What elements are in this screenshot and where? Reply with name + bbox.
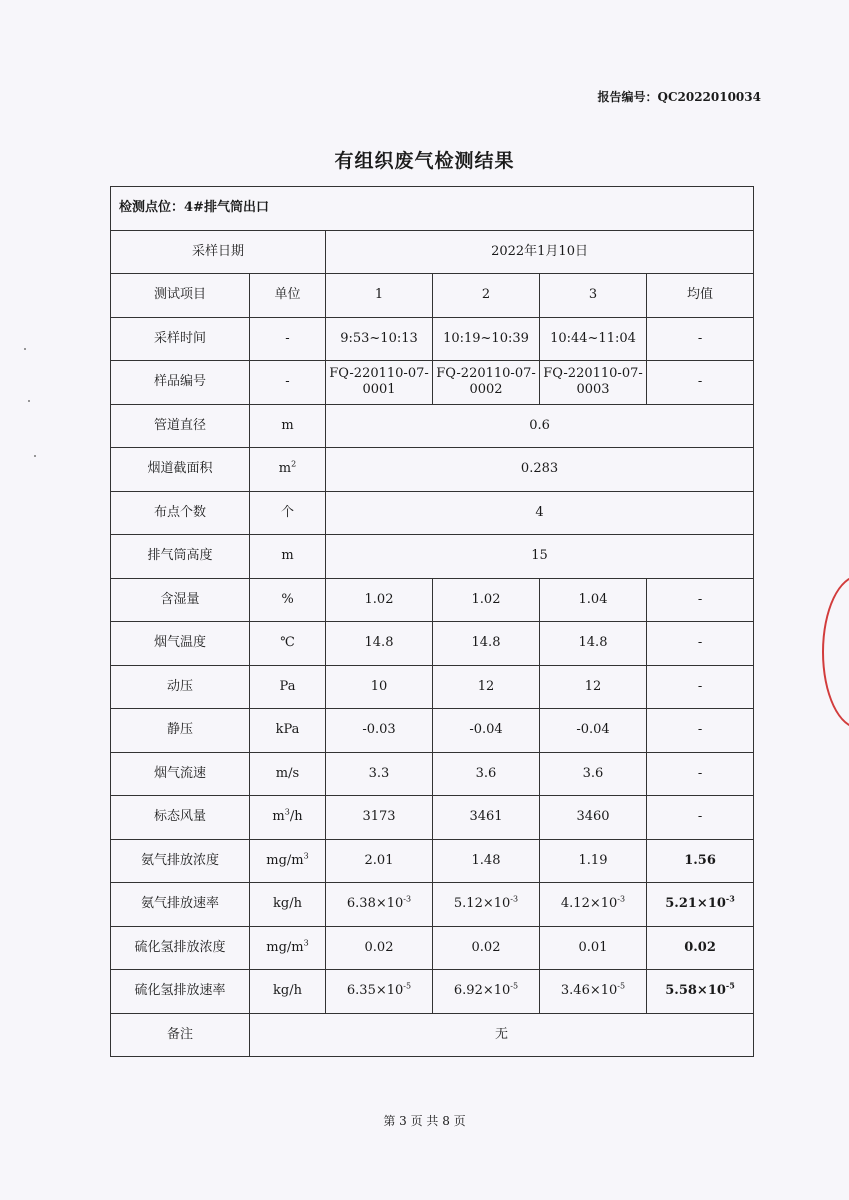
value-cell: 14.8 bbox=[326, 622, 433, 666]
value-cell: - bbox=[647, 709, 754, 753]
row-label: 氨气排放速率 bbox=[111, 883, 250, 927]
column-header: 测试项目 bbox=[111, 274, 250, 318]
row-label: 排气筒高度 bbox=[111, 535, 250, 579]
table-header-row bbox=[111, 274, 754, 318]
value-cell: 1.19 bbox=[540, 839, 647, 883]
value-cell: 10:44~11:04 bbox=[540, 317, 647, 361]
value-cell: - bbox=[647, 361, 754, 405]
value-cell: 10 bbox=[326, 665, 433, 709]
table-row bbox=[111, 578, 754, 622]
row-label: 烟气流速 bbox=[111, 752, 250, 796]
value-cell: $6.92\times 10^{-5}$ bbox=[433, 970, 540, 1014]
value-cell: FQ-220110-07-0002 bbox=[433, 361, 540, 405]
column-header: 均值 bbox=[647, 274, 754, 318]
value-cell: 1.02 bbox=[326, 578, 433, 622]
value-cell: -0.04 bbox=[433, 709, 540, 753]
scan-speck bbox=[34, 455, 36, 457]
unit-cell: 个 bbox=[250, 491, 326, 535]
table-row bbox=[111, 796, 754, 840]
table-row bbox=[111, 883, 754, 927]
value-cell: $4.12\times 10^{-3}$ bbox=[540, 883, 647, 927]
table-row bbox=[111, 230, 754, 274]
value-cell: FQ-220110-07-0001 bbox=[326, 361, 433, 405]
value-cell: -0.04 bbox=[540, 709, 647, 753]
unit-cell: kPa bbox=[250, 709, 326, 753]
average-cell: $5.58\times 10^{-5}$ bbox=[647, 970, 754, 1014]
unit-cell: $mg/m^3$ bbox=[250, 839, 326, 883]
table-row bbox=[111, 970, 754, 1014]
page-title: 有组织废气检测结果 bbox=[334, 150, 515, 172]
value-cell: -0.03 bbox=[326, 709, 433, 753]
value-cell: 10:19~10:39 bbox=[433, 317, 540, 361]
row-label: 静压 bbox=[111, 709, 250, 753]
value-cell: - bbox=[647, 752, 754, 796]
value-cell: 3460 bbox=[540, 796, 647, 840]
value-cell: 1.04 bbox=[540, 578, 647, 622]
row-label: 布点个数 bbox=[111, 491, 250, 535]
unit-cell: kg/h bbox=[250, 970, 326, 1014]
value-cell: 0.283 bbox=[326, 448, 754, 492]
row-label: 管道直径 bbox=[111, 404, 250, 448]
value-cell: 9:53~10:13 bbox=[326, 317, 433, 361]
table-row bbox=[111, 404, 754, 448]
table-row bbox=[111, 622, 754, 666]
sampling-date: 2022年1月10日 bbox=[326, 230, 754, 274]
value-cell: 15 bbox=[326, 535, 754, 579]
unit-cell: $m^3/h$ bbox=[250, 796, 326, 840]
value-cell: - bbox=[647, 317, 754, 361]
unit-cell: $m^2$ bbox=[250, 448, 326, 492]
value-cell: - bbox=[647, 622, 754, 666]
table-row bbox=[111, 448, 754, 492]
value-cell: - bbox=[647, 578, 754, 622]
result-table bbox=[110, 186, 754, 1057]
row-label: 硫化氢排放速率 bbox=[111, 970, 250, 1014]
column-header: 2 bbox=[433, 274, 540, 318]
report-number: 报告编号：QC2022010034 bbox=[597, 90, 761, 104]
unit-cell: % bbox=[250, 578, 326, 622]
value-cell: $6.35\times 10^{-5}$ bbox=[326, 970, 433, 1014]
table-row bbox=[111, 491, 754, 535]
table-row bbox=[111, 535, 754, 579]
column-header: 1 bbox=[326, 274, 433, 318]
value-cell: - bbox=[647, 665, 754, 709]
average-cell: $5.21\times 10^{-3}$ bbox=[647, 883, 754, 927]
value-cell: $6.38\times 10^{-3}$ bbox=[326, 883, 433, 927]
value-cell: 0.02 bbox=[326, 926, 433, 970]
value-cell: 2.01 bbox=[326, 839, 433, 883]
row-label: 样品编号 bbox=[111, 361, 250, 405]
column-header: 单位 bbox=[250, 274, 326, 318]
value-cell: 0.6 bbox=[326, 404, 754, 448]
scan-speck bbox=[24, 348, 26, 350]
column-header: 3 bbox=[540, 274, 647, 318]
value-cell: 0.01 bbox=[540, 926, 647, 970]
value-cell: FQ-220110-07-0003 bbox=[540, 361, 647, 405]
page-number: 第 3 页 共 8 页 bbox=[383, 1114, 466, 1128]
table-row bbox=[111, 317, 754, 361]
table-row bbox=[111, 361, 754, 405]
row-label: 硫化氢排放浓度 bbox=[111, 926, 250, 970]
value-cell: 12 bbox=[433, 665, 540, 709]
value-cell: $3.46\times 10^{-5}$ bbox=[540, 970, 647, 1014]
row-label: 含湿量 bbox=[111, 578, 250, 622]
value-cell: 12 bbox=[540, 665, 647, 709]
average-cell: 0.02 bbox=[647, 926, 754, 970]
table-row bbox=[111, 709, 754, 753]
unit-cell: - bbox=[250, 317, 326, 361]
unit-cell: m/s bbox=[250, 752, 326, 796]
unit-cell: ℃ bbox=[250, 622, 326, 666]
value-cell: 3173 bbox=[326, 796, 433, 840]
unit-cell: kg/h bbox=[250, 883, 326, 927]
value-cell: 14.8 bbox=[433, 622, 540, 666]
row-label: 动压 bbox=[111, 665, 250, 709]
value-cell: 3.6 bbox=[540, 752, 647, 796]
row-label: 标态风量 bbox=[111, 796, 250, 840]
unit-cell: m bbox=[250, 535, 326, 579]
unit-cell: $mg/m^3$ bbox=[250, 926, 326, 970]
row-label: 烟气温度 bbox=[111, 622, 250, 666]
value-cell: - bbox=[647, 796, 754, 840]
unit-cell: m bbox=[250, 404, 326, 448]
sampling-point: 检测点位：4#排气筒出口 bbox=[111, 187, 754, 231]
table-row bbox=[111, 1013, 754, 1057]
row-label: 采样日期 bbox=[111, 230, 326, 274]
value-cell: 3.3 bbox=[326, 752, 433, 796]
value-cell: 1.02 bbox=[433, 578, 540, 622]
unit-cell: - bbox=[250, 361, 326, 405]
table-row bbox=[111, 187, 754, 231]
table-row bbox=[111, 839, 754, 883]
row-label: 采样时间 bbox=[111, 317, 250, 361]
value-cell: 0.02 bbox=[433, 926, 540, 970]
red-seal-stamp bbox=[822, 575, 849, 729]
table-row bbox=[111, 665, 754, 709]
value-cell: 4 bbox=[326, 491, 754, 535]
value-cell: 1.48 bbox=[433, 839, 540, 883]
row-label: 备注 bbox=[111, 1013, 250, 1057]
value-cell: 3.6 bbox=[433, 752, 540, 796]
value-cell: $5.12\times 10^{-3}$ bbox=[433, 883, 540, 927]
remarks-value: 无 bbox=[250, 1013, 754, 1057]
table-row bbox=[111, 926, 754, 970]
value-cell: 3461 bbox=[433, 796, 540, 840]
value-cell: 14.8 bbox=[540, 622, 647, 666]
average-cell: 1.56 bbox=[647, 839, 754, 883]
scan-speck bbox=[28, 400, 30, 402]
row-label: 氨气排放浓度 bbox=[111, 839, 250, 883]
row-label: 烟道截面积 bbox=[111, 448, 250, 492]
table-row bbox=[111, 752, 754, 796]
unit-cell: Pa bbox=[250, 665, 326, 709]
